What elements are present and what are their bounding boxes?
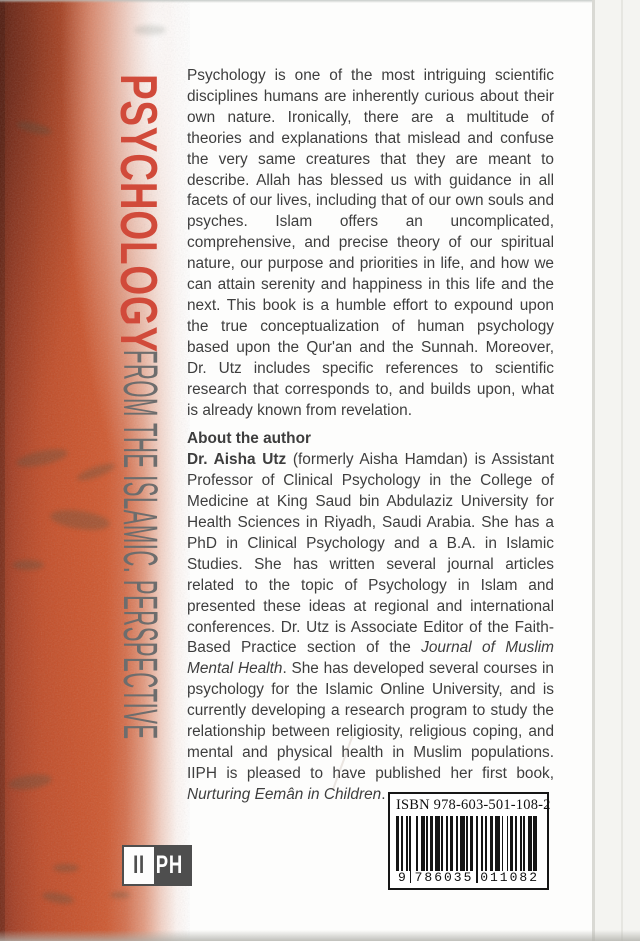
about-heading: About the author bbox=[187, 430, 311, 448]
isbn-label: ISBN 978-603-501-108-2 bbox=[396, 797, 551, 813]
synopsis-paragraph: Psychology is one of the most intriguing scientific disciplines humans are inherently curious about their own nature. Ironically, there are a multitude of theories and explanations that mislead and confuse the very same creatures that they are meant to describe. Allah has blessed us with guidance in all facets of our lives, including that of our own souls and psyches. Islam offers an uncomplicated, comprehensive, and precise theory of our spiritual nature, our purpose and priorities in life, and how we can attain serenity and happiness in this life and the next. This book is a humble effort to expound upon the true conceptualization of human psychology based upon the Qur'an and the Sunnah. Moreover, Dr. Utz includes specific references to scientific research that corresponds to, and builds upon, what is already known from revelation. bbox=[187, 67, 554, 419]
iiph-logo-right-letters: PH bbox=[156, 851, 184, 879]
back-cover-text bbox=[187, 66, 554, 806]
iiph-logo-left-letters: II bbox=[133, 851, 146, 879]
barcode-digit-group-2: 786035 bbox=[414, 870, 474, 885]
barcode-bars-area bbox=[396, 816, 541, 883]
page-block-right bbox=[595, 0, 640, 941]
book-bottom-edge bbox=[0, 930, 640, 941]
barcode-digit-group-3: 011082 bbox=[480, 870, 539, 885]
about-paragraph: Dr. Aisha Utz (formerly Aisha Hamdan) is Assistant Professor of Clinical Psychology in the College of Medicine at King Saud bin Abdulaziz University for Health Sciences in Riyadh, Saudi Arabia. She has a PhD in Clinical Psychology and a B.A. in Islamic Studies. She has written several journal articles related to the topic of Psychology in Islam and presented these ideas at regional and international conferences. Dr. Utz is Associate Editor of the Faith-Based Practice section of the Journal of Muslim Mental Health. She has developed several courses in psychology for the Islamic Online University, and is currently developing a research program to study the relationship between religiosity, religious coping, and mental and physical health in Muslim populations. IIPH is pleased to have published her first book, Nurturing Eemân in Children. bbox=[187, 451, 554, 803]
iiph-publisher-logo bbox=[122, 845, 192, 886]
iiph-logo-left-cell bbox=[124, 847, 154, 884]
barcode-digits bbox=[396, 871, 541, 884]
iiph-logo-right-cell bbox=[154, 847, 190, 884]
spine-title-psychology: PSYCHOLOGY bbox=[109, 74, 167, 353]
spine-title-subtitle: FROM THE ISLAMIC. PERSPECTIVE bbox=[113, 350, 166, 740]
barcode-digit-group-1: 9 bbox=[398, 870, 408, 885]
isbn-barcode-box bbox=[388, 792, 549, 890]
book-top-edge bbox=[0, 0, 640, 3]
